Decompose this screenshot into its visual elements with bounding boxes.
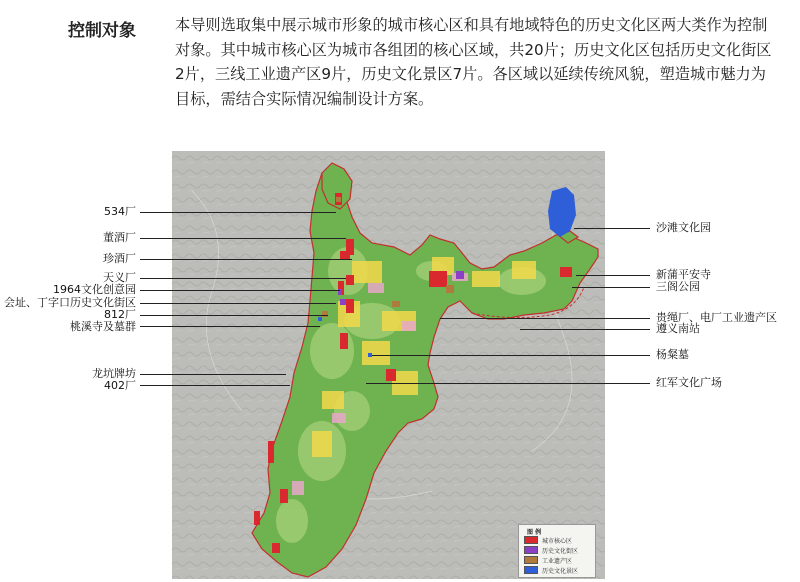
- leader-zunyi-south-station: [520, 329, 650, 330]
- label-sange-park: 三阁公园: [656, 280, 700, 293]
- legend-item-city-core: [524, 536, 572, 544]
- leader-tianyi-factory: [140, 278, 346, 279]
- leader-xinpu-pingan-temple: [576, 275, 650, 276]
- legend-swatch-industrial-heritage: [524, 556, 538, 564]
- section-title: 控制对象: [68, 21, 136, 41]
- legend-title: 图 例: [527, 529, 542, 536]
- legend-label-industrial-heritage: 工业遗产区: [542, 557, 573, 565]
- leader-534-factory: [140, 212, 336, 213]
- leader-812-factory: [140, 315, 328, 316]
- description-paragraph: 本导则选取集中展示城市形象的城市核心区和具有地域特色的历史文化区两大类作为控制对象。其中城市核心区为城市各组团的核心区域，共20片；历史文化区包括历史文化街区2片，三线工业遗产区9片，历史文化景区7片。各区域以延续传统风貌，塑造城市魅力为目标，需结合实际情况编制设计方案。: [175, 16, 772, 108]
- label-1964-creative-park: 1964文化创意园: [53, 283, 136, 296]
- label-taoxi-temple: 桃溪寺及墓群: [70, 320, 136, 333]
- planning-map[interactable]: [172, 151, 605, 579]
- map-svg: [172, 151, 605, 579]
- leader-zhenjiu-factory: [140, 259, 352, 260]
- leader-sange-park: [572, 287, 650, 288]
- leader-taoxi-temple: [140, 326, 320, 327]
- leader-yangcan-tomb: [372, 355, 650, 356]
- legend-swatch-historic-scenic: [524, 566, 538, 574]
- legend-label-historic-scenic: 历史文化景区: [542, 567, 579, 575]
- legend-label-city-core: 城市核心区: [542, 537, 573, 545]
- leader-dongjiu-factory: [140, 238, 346, 239]
- leader-guisheng-heritage-area: [440, 318, 650, 319]
- label-red-army-square: 红军文化广场: [656, 376, 722, 389]
- label-402-factory: 402厂: [104, 379, 136, 392]
- leader-402-factory: [140, 385, 290, 386]
- legend-swatch-city-core: [524, 536, 538, 544]
- label-zunyi-south-station: 遵义南站: [656, 322, 700, 335]
- label-huizhi-historic-district: 会址、丁字口历史文化街区: [4, 296, 136, 309]
- leader-longkeng-archway: [140, 374, 286, 375]
- map-legend: [518, 524, 596, 578]
- label-xinpu-pingan-temple: 新蒲平安寺: [656, 268, 711, 281]
- label-shatan-cultural-park: 沙滩文化园: [656, 221, 711, 234]
- label-812-factory: 812厂: [104, 308, 136, 321]
- label-534-factory: 534厂: [104, 205, 136, 218]
- leader-huizhi-historic-district: [140, 303, 336, 304]
- legend-label-historic-district: 历史文化街区: [542, 547, 579, 555]
- legend-item-historic-district: [524, 546, 578, 554]
- label-zhenjiu-factory: 珍酒厂: [103, 252, 136, 265]
- label-tianyi-factory: 天义厂: [103, 271, 136, 284]
- label-longkeng-archway: 龙坑牌坊: [92, 367, 136, 380]
- label-dongjiu-factory: 董酒厂: [103, 231, 136, 244]
- leader-red-army-square: [366, 383, 650, 384]
- leader-1964-creative-park: [140, 290, 340, 291]
- legend-swatch-historic-district: [524, 546, 538, 554]
- leader-shatan-cultural-park: [574, 228, 650, 229]
- legend-item-historic-scenic: [524, 566, 578, 574]
- label-guisheng-heritage-area: 贵绳厂、电厂工业遗产区: [656, 311, 777, 324]
- label-yangcan-tomb: 杨粲墓: [656, 348, 689, 361]
- legend-item-industrial-heritage: [524, 556, 572, 564]
